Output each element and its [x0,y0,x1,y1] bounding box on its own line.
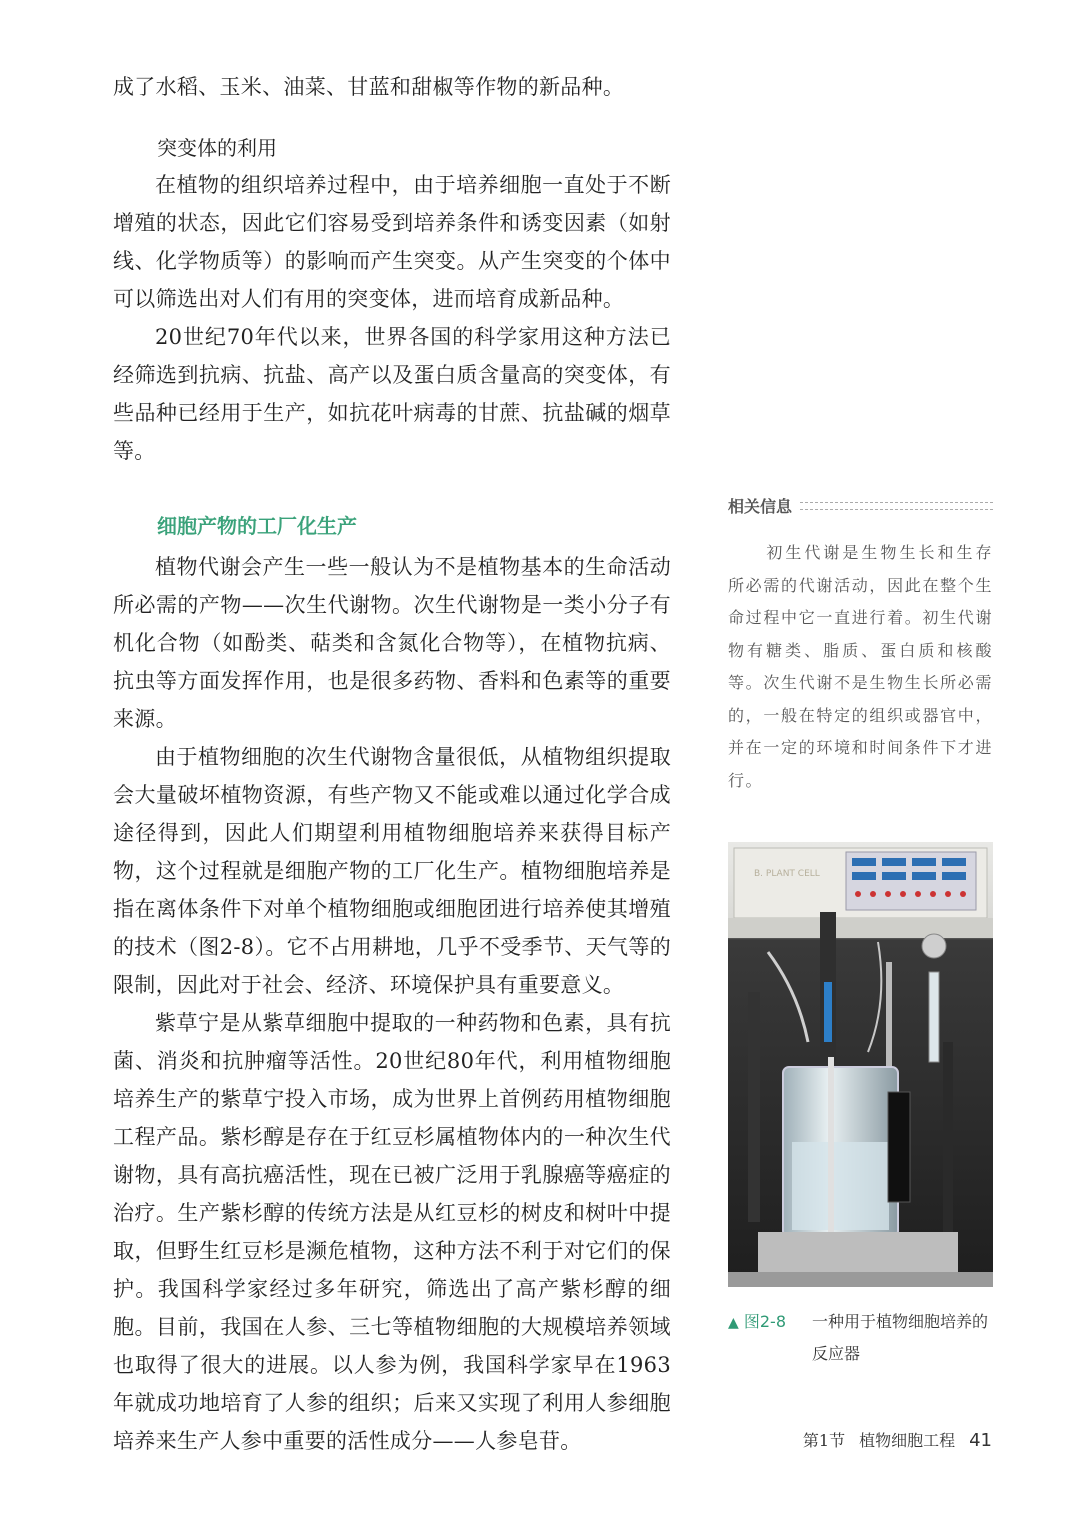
page-footer [803,1428,992,1451]
panel-label: B. PLANT CELL [754,869,820,879]
paragraph-intro: 成了水稻、玉米、油菜、甘蓝和甜椒等作物的新品种。 [113,75,625,99]
heading-mutant: 突变体的利用 [157,136,277,160]
footer-section: 第1节 [802,1431,846,1450]
paragraph-mutant-1: 在植物的组织培养过程中，由于培养细胞一直处于不断增殖的状态，因此它们容易受到培养条件和诱变因素（如射线、化学物质等）的影响而产生突变。从产生突变的个体中可以筛选出对人们有用的突变体，进而培育成新品种。 [113,173,671,311]
paragraph-factory-3: 紫草宁是从紫草细胞中提取的一种药物和色素，具有抗菌、消炎和抗肿瘤等活性。20世纪80年代，利用植物细胞培养生产的紫草宁投入市场，成为世界上首例药用植物细胞工程产品。紫杉醇是存在于红豆杉属植物体内的一种次生代谢物，具有高抗癌活性，现在已被广泛用于乳腺癌等癌症的治疗。生产紫杉醇的传统方法是从红豆杉的树皮和树叶中提取，但野生红豆杉是濒危植物，这种方法不利于对它们的保护。我国科学家经过多年研究，筛选出了高产紫杉醇的细胞。目前，我国在人参、三七等植物细胞的大规模培养领域也取得了很大的进展。以人参为例，我国科学家早在1963年就成功地培育了人参的组织；后来又实现了利用人参细胞培养来生产人参中重要的活性成分——人参皂苷。 [113,1011,671,1453]
figure-caption [728,1306,996,1370]
bioreactor-photo [728,842,993,1287]
figure-caption-text: 一种用于植物细胞培养的反应器 [812,1312,989,1363]
related-info-box [728,494,993,797]
triangle-icon: ▲ [728,1315,739,1331]
related-info-header [728,494,993,517]
footer-chapter-title: 植物细胞工程 [859,1431,956,1450]
related-info-rule [800,502,993,510]
figure-label [728,1306,812,1370]
paragraph-factory-2: 由于植物细胞的次生代谢物含量很低，从植物组织提取会大量破坏植物资源，有些产物又不能或难以通过化学合成途径得到，因此人们期望利用植物细胞培养来获得目标产物，这个过程就是细胞产物的工厂化生产。植物细胞培养是指在离体条件下对单个植物细胞或细胞团进行培养使其增殖的技术（图2-8）。它不占用耕地，几乎不受季节、天气等的限制，因此对于社会、经济、环境保护具有重要意义。 [113,745,671,997]
paragraph-mutant-2: 20世纪70年代以来，世界各国的科学家用这种方法已经筛选到抗病、抗盐、高产以及蛋白质含量高的突变体，有些品种已经用于生产，如抗花叶病毒的甘蔗、抗盐碱的烟草等。 [113,325,671,463]
bioreactor-illustration [728,842,993,1287]
figure-number: 图2-8 [743,1312,787,1331]
related-info-title: 相关信息 [728,497,793,516]
page-number: 41 [969,1430,992,1451]
main-column [113,68,671,1460]
heading-factory-production: 细胞产物的工厂化生产 [157,514,357,538]
paragraph-factory-1: 植物代谢会产生一些一般认为不是植物基本的生命活动所必需的产物——次生代谢物。次生代谢物是一类小分子有机化合物（如酚类、萜类和含氮化合物等），在植物抗病、抗虫等方面发挥作用，也是很多药物、香料和色素等的重要来源。 [113,555,671,731]
related-info-text: 初生代谢是生物生长和生存所必需的代谢活动，因此在整个生命过程中它一直进行着。初生代谢物有糖类、脂质、蛋白质和核酸等。次生代谢不是生物生长所必需的，一般在特定的组织或器官中，并在一定的环境和时间条件下才进行。 [728,543,993,790]
